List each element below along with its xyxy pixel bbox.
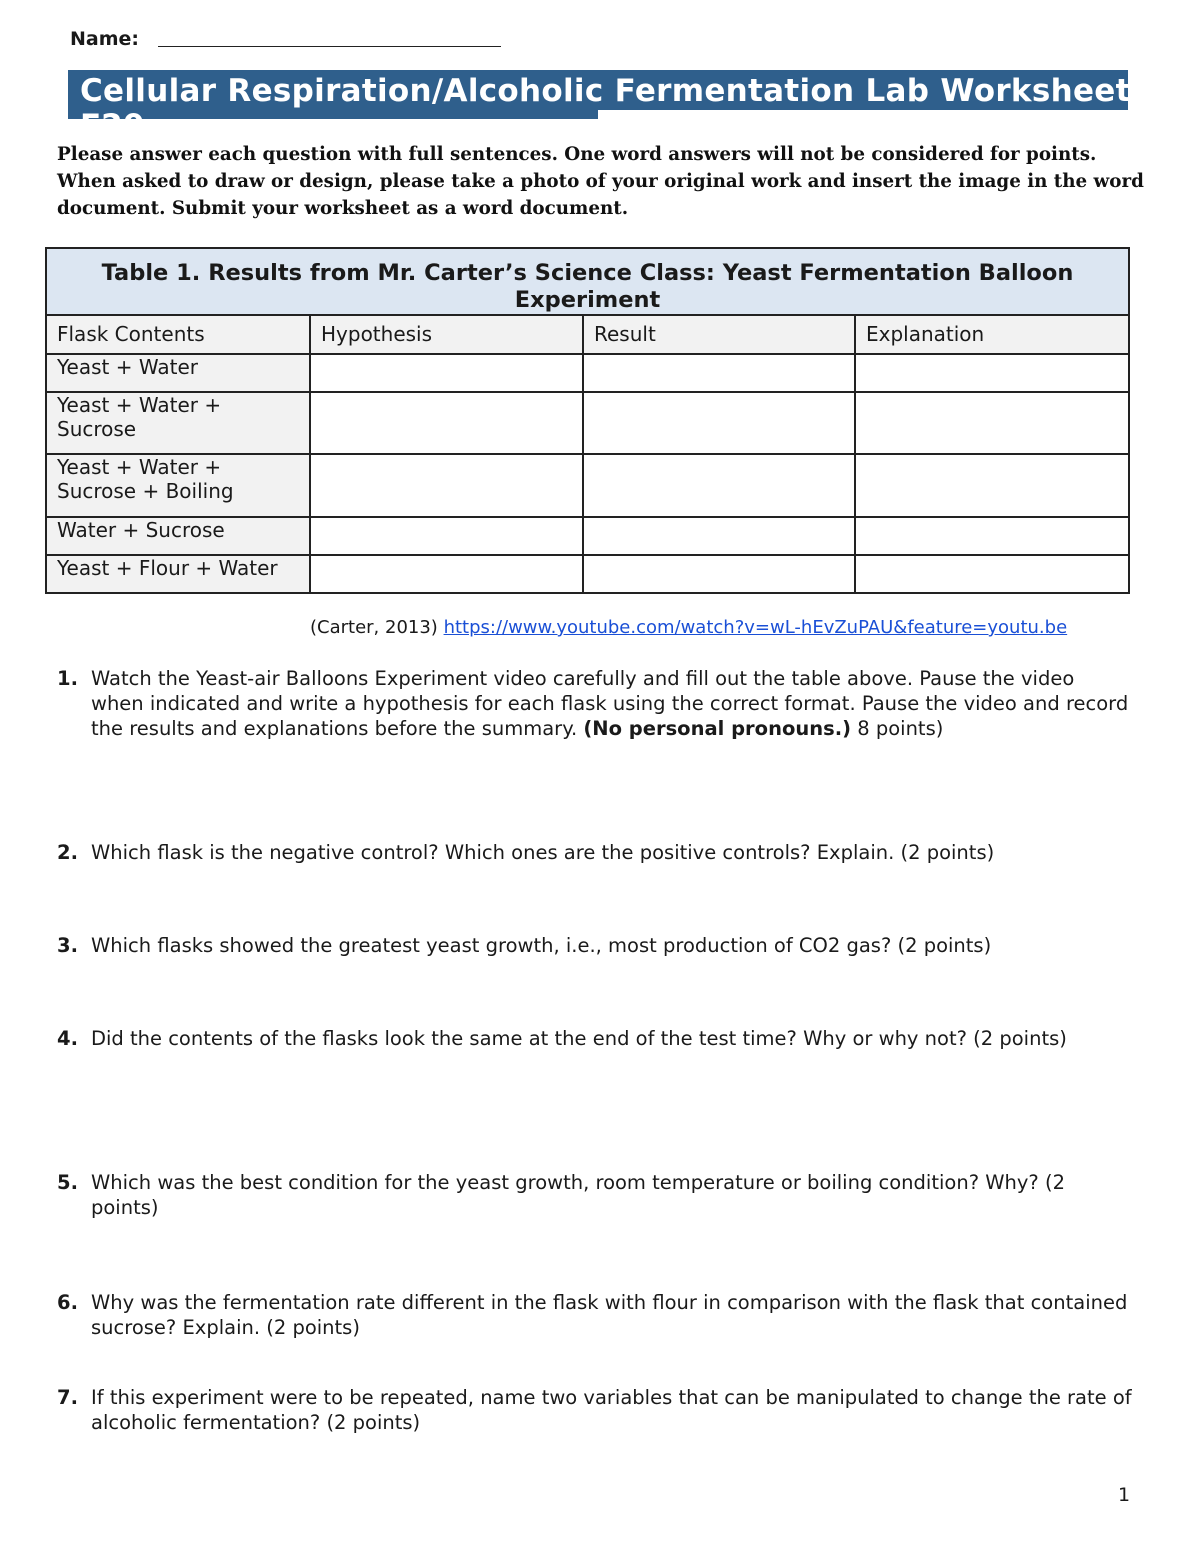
hypothesis-cell[interactable]	[310, 454, 583, 517]
question-number: 2.	[57, 841, 78, 864]
explanation-cell[interactable]	[855, 392, 1129, 454]
question-points: 8 points)	[851, 717, 944, 740]
question-2	[57, 840, 1132, 865]
flask-label: Yeast + Water + Sucrose	[46, 392, 310, 454]
question-3	[57, 933, 1132, 958]
question-text: Which flasks showed the greatest yeast growth, i.e., most production of CO2 gas? (2 points)	[91, 934, 992, 957]
question-number: 6.	[57, 1291, 78, 1314]
hypothesis-cell[interactable]	[310, 354, 583, 392]
explanation-cell[interactable]	[855, 354, 1129, 392]
table-row	[46, 354, 1129, 392]
name-label: Name:	[70, 28, 140, 50]
header-explanation: Explanation	[855, 315, 1129, 354]
hypothesis-cell[interactable]	[310, 392, 583, 454]
question-5	[57, 1170, 1132, 1220]
question-text: Did the contents of the flasks look the same at the end of the test time? Why or why not? (2 points)	[91, 1027, 1067, 1050]
question-text: Which flask is the negative control? Which ones are the positive controls? Explain. (2 points)	[91, 841, 995, 864]
worksheet-title	[68, 70, 1131, 144]
result-cell[interactable]	[583, 354, 855, 392]
header-result: Result	[583, 315, 855, 354]
title-line-2: F20	[80, 108, 145, 144]
explanation-cell[interactable]	[855, 555, 1129, 593]
question-number: 3.	[57, 934, 78, 957]
explanation-cell[interactable]	[855, 517, 1129, 555]
question-number: 7.	[57, 1386, 78, 1409]
table-title: Table 1. Results from Mr. Carter’s Science Class: Yeast Fermentation Balloon Experiment	[46, 248, 1129, 315]
result-cell[interactable]	[583, 392, 855, 454]
name-field[interactable]	[158, 46, 501, 47]
question-number: 5.	[57, 1171, 78, 1194]
explanation-cell[interactable]	[855, 454, 1129, 517]
table-header-row	[46, 315, 1129, 354]
question-number: 4.	[57, 1027, 78, 1050]
table-row	[46, 555, 1129, 593]
title-line-1: Cellular Respiration/Alcoholic Fermentation Lab Worksheet	[80, 73, 1131, 109]
question-text: Which was the best condition for the yeast growth, room temperature or boiling condition? Why? (2 points)	[91, 1171, 1065, 1219]
citation	[310, 617, 1067, 638]
hypothesis-cell[interactable]	[310, 517, 583, 555]
question-1	[57, 666, 1132, 741]
question-number: 1.	[57, 667, 78, 690]
results-table	[45, 247, 1130, 594]
flask-label: Water + Sucrose	[46, 517, 310, 555]
table-row	[46, 392, 1129, 454]
question-6	[57, 1290, 1132, 1340]
question-text: Watch the Yeast-air Balloons Experiment video carefully and fill out the table above. Pause the video when indicated and write a hypothesis for each flask using the correct format. Pause the video and record the results and explanations before the summary.	[91, 667, 1129, 740]
instructions: Please answer each question with full sentences. One word answers will not be considered for points. When asked to draw or design, please take a photo of your original work and insert the image in the word document. Submit your worksheet as a word document.	[57, 144, 1144, 219]
flask-label: Yeast + Flour + Water	[46, 555, 310, 593]
result-cell[interactable]	[583, 555, 855, 593]
question-text: Why was the fermentation rate different in the flask with flour in comparison with the flask that contained sucrose? Explain. (2 points)	[91, 1291, 1128, 1339]
result-cell[interactable]	[583, 517, 855, 555]
header-hypothesis: Hypothesis	[310, 315, 583, 354]
table-row	[46, 454, 1129, 517]
result-cell[interactable]	[583, 454, 855, 517]
title-banner-continuation	[68, 110, 598, 119]
page-number: 1	[1118, 1484, 1131, 1506]
header-flask-contents: Flask Contents	[46, 315, 310, 354]
question-7	[57, 1385, 1132, 1435]
question-4	[57, 1026, 1132, 1051]
table-row	[46, 517, 1129, 555]
flask-label: Yeast + Water + Sucrose + Boiling	[46, 454, 310, 517]
video-link[interactable]: https://www.youtube.com/watch?v=wL-hEvZuPAU&feature=youtu.be	[443, 617, 1068, 638]
question-text: If this experiment were to be repeated, name two variables that can be manipulated to change the rate of alcoholic fermentation? (2 points)	[91, 1386, 1132, 1434]
citation-text: (Carter, 2013)	[310, 617, 438, 638]
question-emphasis: (No personal pronouns.)	[583, 717, 852, 740]
flask-label: Yeast + Water	[46, 354, 310, 392]
hypothesis-cell[interactable]	[310, 555, 583, 593]
